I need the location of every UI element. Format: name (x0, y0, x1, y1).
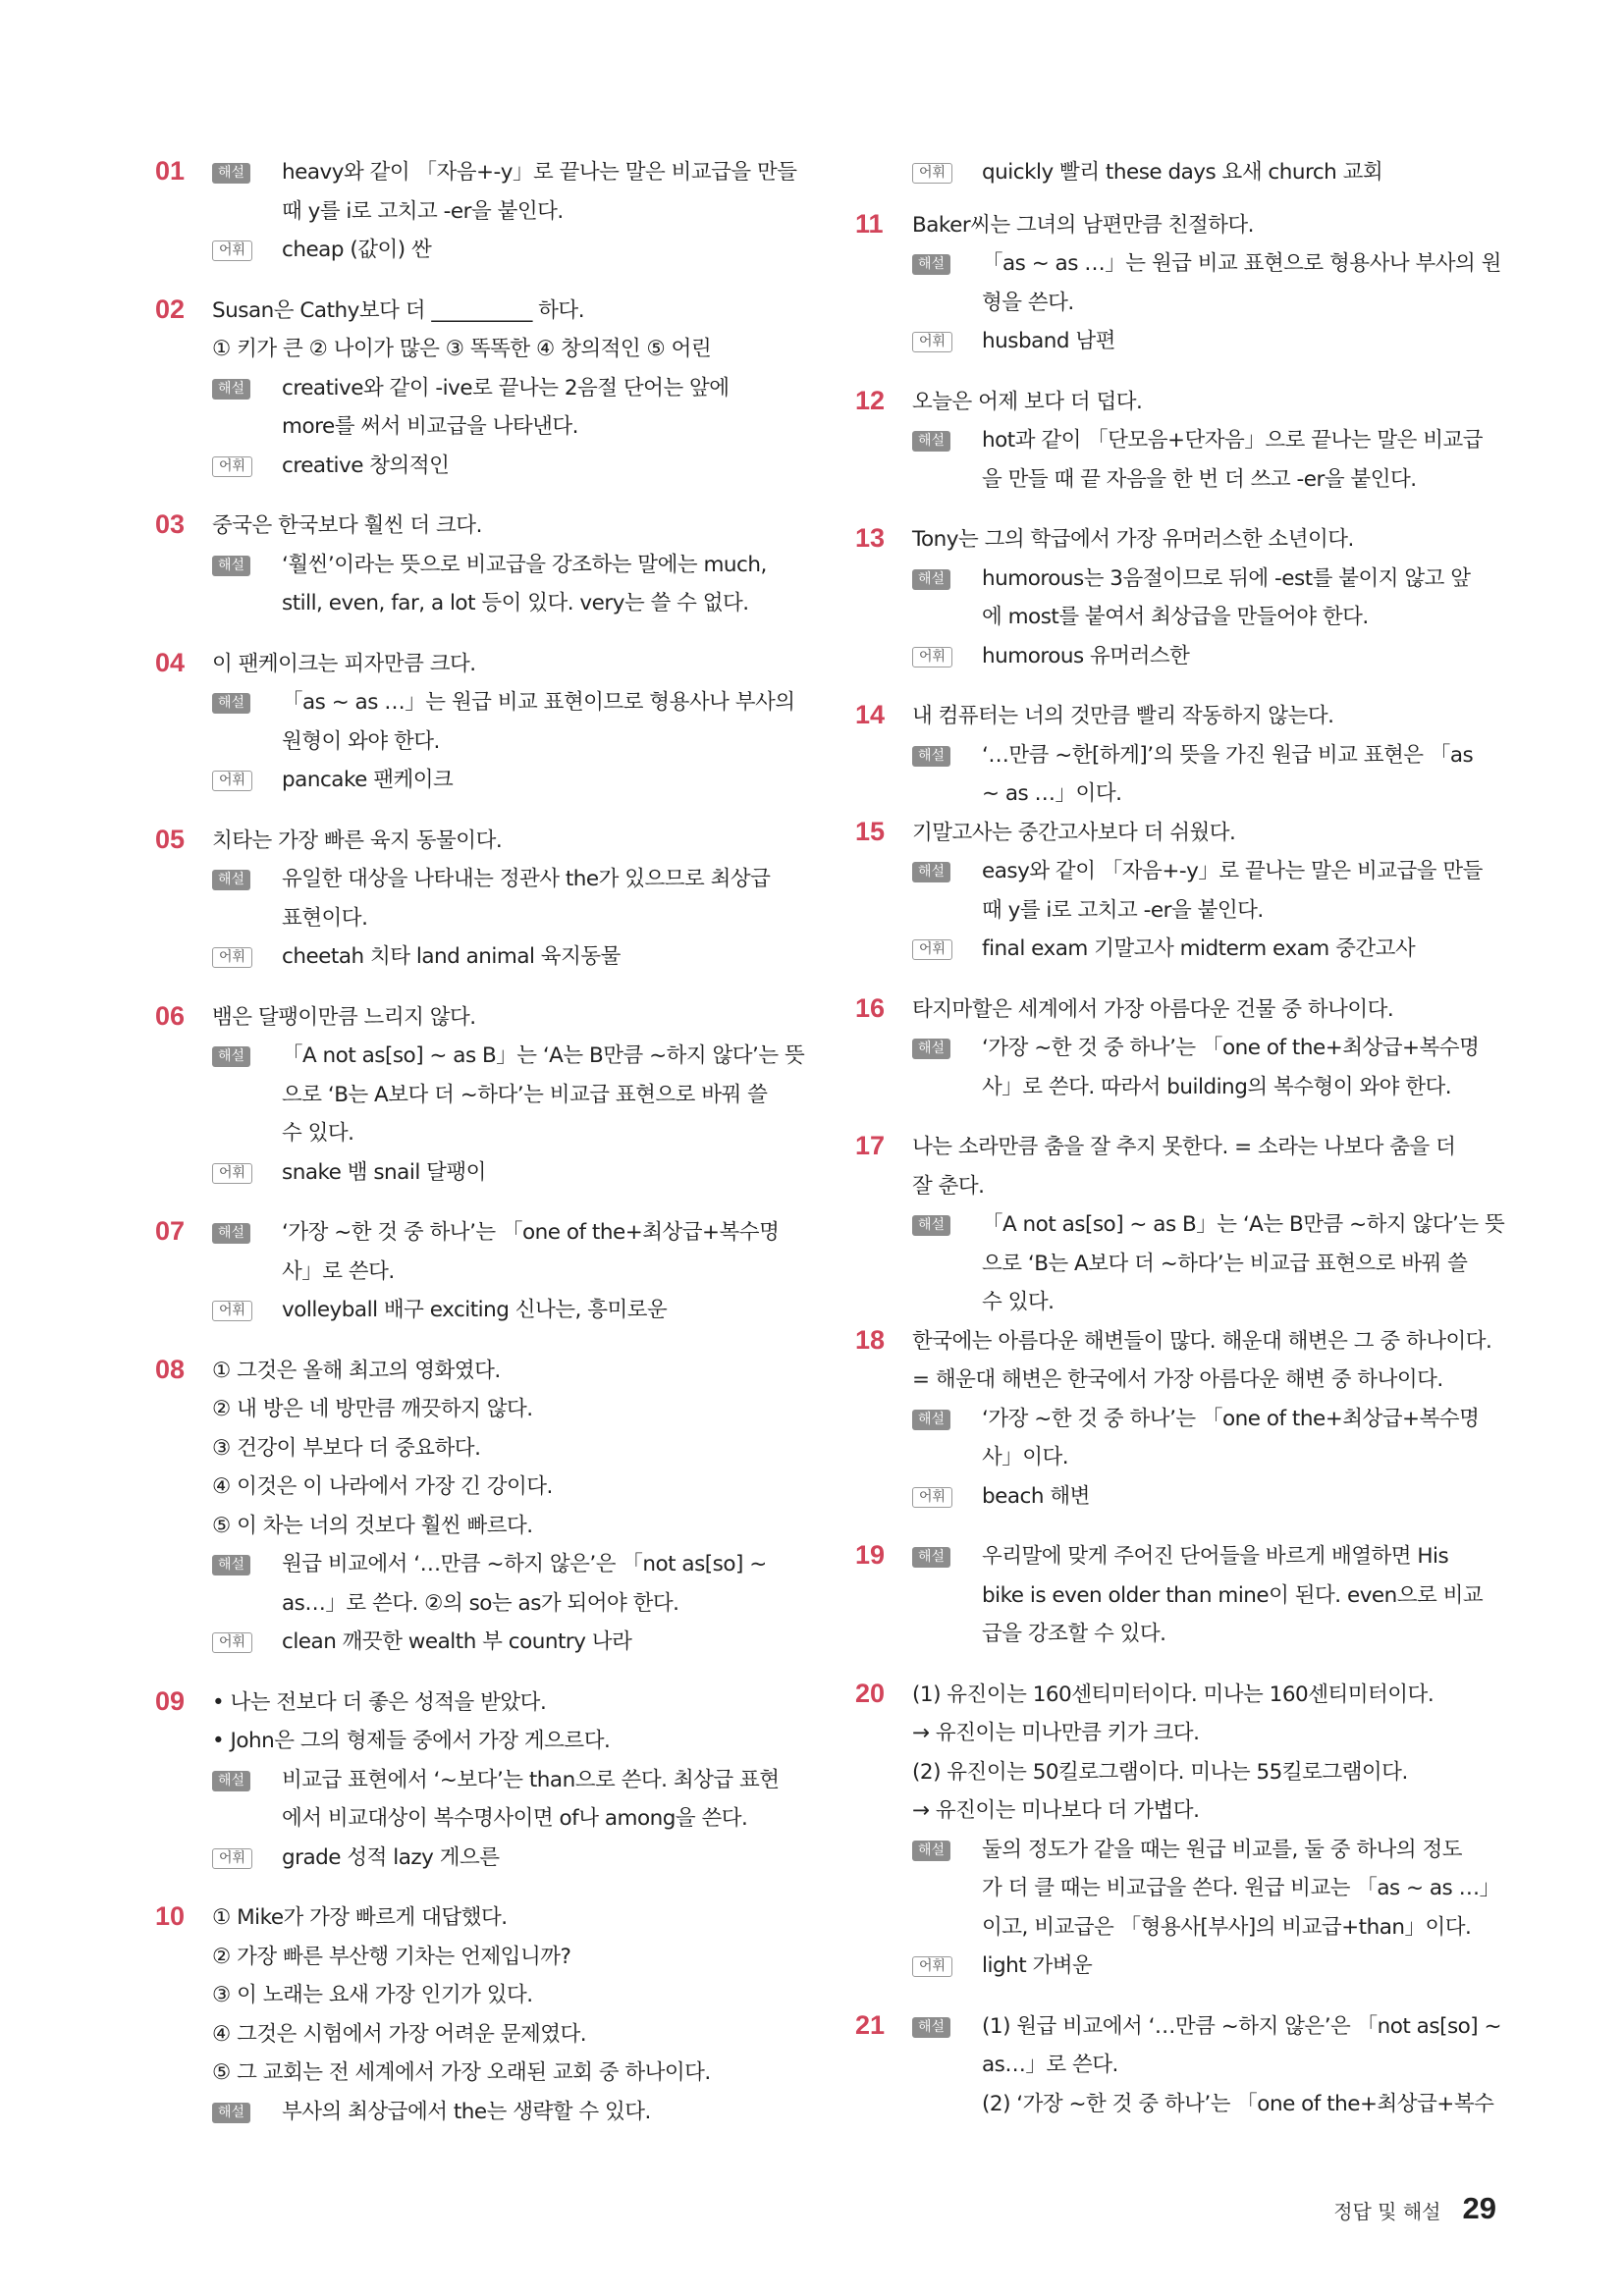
text-line: ④ 이것은 이 나라에서 가장 긴 강이다. (212, 1474, 553, 1499)
question-row (912, 814, 1489, 853)
text-line: = 해운대 해변은 한국에서 가장 아름다운 해변 중 하나이다. (912, 1367, 1443, 1392)
left-column (155, 153, 805, 2131)
vocabulary-badge: 어휘 (212, 240, 252, 261)
question-row (912, 1322, 1492, 1400)
question-number: 19 (855, 1540, 886, 1570)
explanation-row (912, 736, 1489, 814)
answer-item (155, 153, 797, 270)
text-line: 이 팬케이크는 피자만큼 크다. (212, 651, 476, 676)
text-line: 「as ~ as …」는 원급 비교 표현이므로 형용사나 부사의 (282, 690, 795, 715)
text-line: 수 있다. (982, 1290, 1055, 1314)
text-line: 가 더 클 때는 비교급을 쓴다. 원급 비교는 「as ~ as …」 (982, 1876, 1500, 1900)
answer-item (855, 153, 1489, 192)
text-line: 으로 ‘B는 A보다 더 ~하다’는 비교급 표현으로 바꿔 쓸 (282, 1082, 768, 1107)
text-line: 나는 소라만큼 춤을 잘 추지 못한다. = 소라는 나보다 춤을 더 (912, 1135, 1456, 1159)
explanation-row (912, 1831, 1500, 1948)
text-line: ③ 건강이 부보다 더 중요하다. (212, 1435, 481, 1461)
question-number: 01 (155, 156, 186, 186)
text-line: pancake 팬케이크 (282, 768, 454, 792)
explanation-badge: 해설 (212, 1223, 250, 1244)
text-line: ‘가장 ~한 것 중 하나’는 「one of the+최상급+복수명 (982, 1406, 1480, 1431)
answer-item (855, 1676, 1500, 1986)
question-number: 20 (855, 1678, 886, 1708)
vocabulary-row (912, 322, 1489, 361)
vocabulary-row (212, 937, 788, 977)
text-line: (1) 유진이는 160센티미터이다. 미나는 160센티미터이다. (912, 1682, 1435, 1707)
footer-label: 정답 및 해설 (1333, 2200, 1441, 2223)
text-line: 사」로 쓴다. 따라서 building의 복수형이 와야 한다. (982, 1074, 1452, 1099)
text-line: ① 키가 큰 ② 나이가 많은 ③ 똑똑한 ④ 창의적인 ⑤ 어린 (212, 337, 712, 361)
text-line: cheap (값이) 싼 (282, 238, 432, 262)
text-line: quickly 빨리 these days 요새 church 교회 (982, 160, 1383, 185)
text-line: humorous 유머러스한 (982, 643, 1190, 668)
question-row (212, 1683, 788, 1761)
explanation-badge: 해설 (912, 2017, 950, 2038)
text-line: ⑤ 이 차는 너의 것보다 훨씬 빠르다. (212, 1513, 533, 1538)
explanation-badge: 해설 (912, 1547, 950, 1568)
vocabulary-badge: 어휘 (212, 947, 252, 968)
question-row (912, 990, 1489, 1030)
question-row (912, 520, 1489, 560)
explanation-row (912, 1029, 1489, 1106)
explanation-badge: 해설 (212, 693, 250, 714)
text-line: 유일한 대상을 나타내는 정관사 the가 있으므로 최상급 (282, 867, 771, 891)
answer-item (855, 1322, 1492, 1517)
explanation-badge: 해설 (912, 1215, 950, 1236)
answer-item (155, 998, 805, 1193)
text-line: 비교급 표현에서 ‘~보다’는 than으로 쓴다. 최상급 표현 (282, 1767, 780, 1792)
answer-item (855, 1128, 1505, 1322)
text-line: 중국은 한국보다 훨씬 더 크다. (212, 513, 482, 538)
text-line: 형을 쓴다. (982, 290, 1074, 315)
answer-item (855, 520, 1489, 675)
question-number: 18 (855, 1324, 886, 1355)
explanation-row (212, 2093, 788, 2132)
explanation-badge: 해설 (212, 1555, 250, 1575)
question-row (912, 697, 1489, 736)
answer-item (155, 1352, 788, 1662)
question-row (912, 1676, 1489, 1831)
question-row (912, 383, 1489, 422)
text-line: ② 내 방은 네 방만큼 깨끗하지 않다. (212, 1397, 533, 1421)
explanation-badge: 해설 (212, 163, 250, 184)
text-line: ‘가장 ~한 것 중 하나’는 「one of the+최상급+복수명 (282, 1220, 780, 1245)
vocabulary-row (912, 1477, 1489, 1517)
explanation-row (912, 1400, 1489, 1477)
text-line: 뱀은 달팽이만큼 느리지 않다. (212, 1004, 476, 1030)
answer-item (855, 383, 1489, 500)
text-line: creative와 같이 -ive로 끝나는 2음절 단어는 앞에 (282, 375, 730, 400)
text-line: ① Mike가 가장 빠르게 대답했다. (212, 1905, 508, 1930)
explanation-badge: 해설 (212, 556, 250, 576)
text-line: 「as ~ as …」는 원급 비교 표현으로 형용사나 부사의 원 (982, 251, 1501, 276)
right-column (855, 153, 1505, 2123)
vocabulary-row (212, 231, 788, 270)
vocabulary-badge: 어휘 (912, 332, 952, 352)
explanation-row (912, 1537, 1489, 1654)
explanation-badge: 해설 (912, 431, 950, 452)
question-number: 09 (155, 1685, 186, 1716)
question-row (212, 1898, 788, 2093)
question-number: 03 (155, 509, 186, 539)
text-line: ⑤ 그 교회는 전 세계에서 가장 오래된 교회 중 하나이다. (212, 2060, 711, 2085)
explanation-badge: 해설 (212, 1771, 250, 1791)
text-line: • 나는 전보다 더 좋은 성적을 받았다. (212, 1689, 547, 1715)
text-line: 「A not as[so] ~ as B」는 ‘A는 B만큼 ~하지 않다’는 뜻 (282, 1043, 805, 1068)
vocabulary-row (212, 1291, 788, 1330)
text-line: husband 남편 (982, 329, 1115, 353)
explanation-row (212, 1545, 788, 1623)
text-line: 때 y를 i로 고치고 -er을 붙인다. (982, 897, 1264, 923)
explanation-row (212, 1037, 805, 1153)
explanation-row (912, 244, 1501, 322)
question-number: 14 (855, 700, 886, 729)
explanation-row (912, 1205, 1505, 1322)
text-line: 수 있다. (282, 1121, 354, 1146)
text-line: 내 컴퓨터는 너의 것만큼 빨리 작동하지 않는다. (912, 704, 1334, 728)
question-number: 07 (155, 1216, 186, 1246)
text-line: 급을 강조할 수 있다. (982, 1622, 1166, 1646)
text-line: ② 가장 빠른 부산행 기차는 언제입니까? (212, 1944, 571, 1969)
vocabulary-badge: 어휘 (212, 771, 252, 791)
text-line: 으로 ‘B는 A보다 더 ~하다’는 비교급 표현으로 바꿔 쓸 (982, 1251, 1468, 1276)
text-line: creative 창의적인 (282, 453, 450, 478)
question-row (212, 507, 788, 546)
explanation-badge: 해설 (912, 254, 950, 275)
text-line: ‘…만큼 ~한[하게]’의 뜻을 가진 원급 비교 표현은 「as (982, 742, 1474, 768)
text-line: final exam 기말고사 midterm exam 중간고사 (982, 936, 1416, 961)
text-line: 에 most를 붙여서 최상급을 만들어야 한다. (982, 605, 1369, 629)
answer-item (855, 206, 1501, 361)
text-line: 표현이다. (282, 905, 368, 931)
answer-item (155, 1898, 788, 2131)
vocabulary-badge: 어휘 (912, 163, 952, 184)
text-line: 둘의 정도가 같을 때는 원급 비교를, 둘 중 하나의 정도 (982, 1837, 1462, 1862)
text-line: 오늘은 어제 보다 더 덥다. (912, 389, 1143, 414)
answer-item (155, 1683, 788, 1878)
page-number: 29 (1462, 2191, 1496, 2225)
vocabulary-row (212, 1623, 788, 1662)
text-line: ‘훨씬’이라는 뜻으로 비교급을 강조하는 말에는 much, (282, 552, 767, 577)
text-line: → 유진이는 미나보다 더 가볍다. (912, 1798, 1200, 1823)
question-row (212, 822, 788, 861)
explanation-badge: 해설 (212, 2103, 250, 2123)
vocabulary-row (212, 447, 788, 486)
explanation-badge: 해설 (912, 569, 950, 590)
text-line: 「A not as[so] ~ as B」는 ‘A는 B만큼 ~하지 않다’는 뜻 (982, 1212, 1505, 1237)
vocabulary-row (212, 761, 788, 800)
question-number: 13 (855, 523, 886, 553)
text-line: → 유진이는 미나만큼 키가 크다. (912, 1721, 1200, 1745)
text-line: easy와 같이 「자음+-y」로 끝나는 말은 비교급을 만들 (982, 859, 1483, 883)
text-line: 때 y를 i로 고치고 -er을 붙인다. (282, 198, 564, 224)
question-row (212, 998, 788, 1038)
text-line: (1) 원급 비교에서 ‘…만큼 ~하지 않은’은 「not as[so] ~ (982, 2013, 1502, 2039)
text-line: 원급 비교에서 ‘…만큼 ~하지 않은’은 「not as[so] ~ (282, 1552, 767, 1576)
text-line: as…」로 쓴다. ②의 so는 as가 되어야 한다. (282, 1590, 679, 1616)
answer-item (855, 990, 1489, 1107)
vocabulary-badge: 어휘 (212, 1163, 252, 1184)
explanation-badge: 해설 (212, 870, 250, 890)
answer-item (855, 1537, 1489, 1654)
text-line: grade 성적 lazy 게으른 (282, 1844, 500, 1870)
text-line: clean 깨끗한 wealth 부 country 나라 (282, 1629, 632, 1654)
question-number: 06 (155, 1000, 186, 1031)
text-line: cheetah 치타 land animal 육지동물 (282, 944, 621, 969)
text-line: hot과 같이 「단모음+단자음」으로 끝나는 말은 비교급 (982, 428, 1484, 453)
explanation-badge: 해설 (912, 1039, 950, 1059)
text-line: (2) 유진이는 50킬로그램이다. 미나는 55킬로그램이다. (912, 1759, 1408, 1785)
text-line: 우리말에 맞게 주어진 단어들을 바르게 배열하면 His (982, 1544, 1449, 1569)
text-line: 을 만들 때 끝 자음을 한 번 더 쓰고 -er을 붙인다. (982, 466, 1417, 492)
text-line: ‘가장 ~한 것 중 하나’는 「one of the+최상급+복수명 (982, 1036, 1480, 1060)
question-number: 10 (155, 1901, 186, 1931)
explanation-row (912, 2007, 1502, 2124)
question-row (212, 292, 788, 369)
explanation-row (212, 153, 797, 231)
text-line: 사」로 쓴다. (282, 1258, 395, 1284)
question-number: 21 (855, 2009, 886, 2040)
question-row (212, 1352, 788, 1546)
question-number: 04 (155, 647, 186, 677)
answer-item (855, 814, 1489, 969)
text-line: beach 해변 (982, 1483, 1090, 1509)
text-line: ③ 이 노래는 요새 가장 인기가 있다. (212, 1983, 533, 2007)
explanation-badge: 해설 (212, 379, 250, 400)
text-line: more를 써서 비교급을 나타낸다. (282, 414, 578, 439)
text-line: 에서 비교대상이 복수명사이면 of나 among을 쓴다. (282, 1806, 748, 1831)
text-line: 치타는 가장 빠른 육지 동물이다. (212, 828, 503, 853)
vocabulary-row (912, 153, 1489, 192)
vocabulary-badge: 어휘 (912, 1487, 952, 1508)
question-number: 16 (855, 992, 886, 1023)
text-line: Tony는 그의 학급에서 가장 유머러스한 소년이다. (912, 527, 1354, 552)
vocabulary-badge: 어휘 (912, 647, 952, 667)
explanation-row (212, 546, 788, 623)
explanation-badge: 해설 (912, 746, 950, 767)
vocabulary-row (912, 930, 1489, 969)
answer-item (155, 645, 795, 800)
text-line: volleyball 배구 exciting 신나는, 흥미로운 (282, 1298, 668, 1322)
question-row (212, 645, 788, 684)
text-line: 기말고사는 중간고사보다 더 쉬웠다. (912, 820, 1236, 845)
explanation-row (912, 560, 1489, 637)
vocabulary-badge: 어휘 (212, 1632, 252, 1653)
text-line: 타지마할은 세계에서 가장 아름다운 건물 중 하나이다. (912, 996, 1394, 1022)
vocabulary-badge: 어휘 (212, 456, 252, 477)
text-line: heavy와 같이 「자음+-y」로 끝나는 말은 비교급을 만들 (282, 160, 797, 185)
vocabulary-row (912, 1947, 1489, 1986)
explanation-row (212, 1213, 788, 1291)
explanation-row (912, 421, 1489, 499)
answer-item (155, 1213, 788, 1330)
question-number: 15 (855, 816, 886, 846)
question-row (912, 206, 1489, 245)
vocabulary-badge: 어휘 (212, 1301, 252, 1321)
answer-item (155, 822, 788, 977)
question-number: 11 (855, 208, 884, 239)
explanation-row (912, 852, 1489, 930)
text-line: (2) ‘가장 ~한 것 중 하나’는 「one of the+최상급+복수 (982, 2091, 1494, 2116)
explanation-badge: 해설 (912, 862, 950, 882)
vocabulary-badge: 어휘 (912, 939, 952, 960)
vocabulary-badge: 어휘 (212, 1848, 252, 1869)
text-line: ① 그것은 올해 최고의 영화였다. (212, 1358, 501, 1383)
answer-item (155, 507, 788, 623)
explanation-row (212, 683, 795, 761)
vocabulary-row (212, 1839, 788, 1878)
text-line: 이고, 비교급은 「형용사[부사]의 비교급+than」이다. (982, 1914, 1472, 1940)
text-line: humorous는 3음절이므로 뒤에 -est를 붙이지 않고 앞 (982, 565, 1471, 591)
vocabulary-row (212, 1153, 788, 1193)
text-line: 한국에는 아름다운 해변들이 많다. 해운대 해변은 그 중 하나이다. (912, 1328, 1492, 1354)
answer-item (155, 292, 788, 486)
text-line: Susan은 Cathy보다 더 __________ 하다. (212, 297, 585, 323)
text-line: 원형이 와야 한다. (282, 728, 440, 754)
page-footer (1333, 2191, 1496, 2226)
text-line: ~ as …」이다. (982, 781, 1122, 806)
question-number: 05 (155, 824, 186, 854)
text-line: • John은 그의 형제들 중에서 가장 게으르다. (212, 1729, 611, 1753)
text-line: still, even, far, a lot 등이 있다. very는 쓸 수 없다. (282, 591, 749, 615)
question-number: 02 (155, 294, 186, 324)
explanation-badge: 해설 (212, 1046, 250, 1067)
text-line: ④ 그것은 시험에서 가장 어려운 문제였다. (212, 2021, 587, 2047)
text-line: 사」이다. (982, 1445, 1069, 1469)
question-number: 12 (855, 385, 886, 415)
explanation-badge: 해설 (912, 1410, 950, 1430)
text-line: as…」로 쓴다. (982, 2053, 1118, 2077)
vocabulary-row (912, 637, 1489, 676)
text-line: bike is even older than mine이 된다. even으로 비교 (982, 1582, 1484, 1608)
explanation-row (212, 369, 788, 447)
answer-item (855, 697, 1489, 814)
vocabulary-badge: 어휘 (912, 1956, 952, 1977)
question-row (912, 1128, 1489, 1205)
question-number: 08 (155, 1354, 186, 1384)
text-line: Baker씨는 그녀의 남편만큼 친절하다. (912, 212, 1255, 238)
explanation-row (212, 1761, 788, 1839)
answer-item (855, 2007, 1502, 2124)
explanation-row (212, 860, 788, 937)
question-number: 17 (855, 1131, 886, 1160)
text-line: 부사의 최상급에서 the는 생략할 수 있다. (282, 2099, 651, 2124)
text-line: 잘 춘다. (912, 1173, 985, 1199)
text-line: light 가벼운 (982, 1953, 1093, 1978)
explanation-badge: 해설 (912, 1841, 950, 1861)
text-line: snake 뱀 snail 달팽이 (282, 1159, 486, 1185)
